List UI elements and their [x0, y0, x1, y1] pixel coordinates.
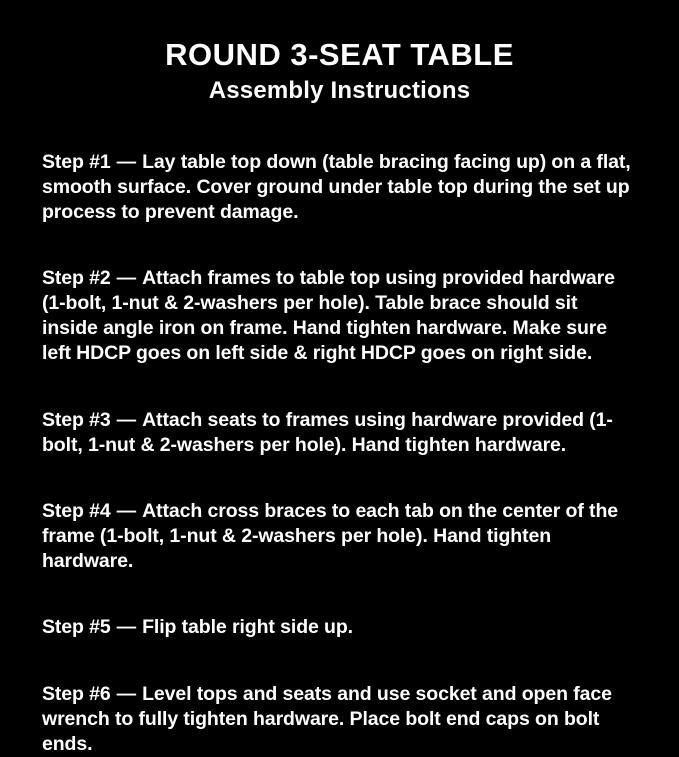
steps-list — [42, 130, 637, 756]
step-text: Flip table right side up. — [142, 616, 354, 639]
step-item — [42, 408, 637, 458]
step-text: Attach seats to frames using hardware provided (1-bolt, 1-nut & 2-washers per hole). Hand tighten hardware. — [42, 408, 613, 456]
step-item — [42, 150, 637, 225]
step-label: Step #2 — [42, 267, 111, 290]
step-label: Step #3 — [42, 408, 111, 431]
step-dash: — — [116, 267, 137, 290]
step-dash: — — [116, 150, 137, 173]
step-text: Lay table top down (table bracing facing up) on a flat, smooth surface. Cover ground under table top during the set up process to prevent damage. — [42, 150, 631, 223]
step-dash: — — [116, 616, 137, 639]
step-item — [42, 682, 637, 757]
step-item — [42, 499, 637, 574]
step-label: Step #6 — [42, 682, 111, 705]
step-text: Level tops and seats and use socket and open face wrench to fully tighten hardware. Place bolt end caps on bolt ends. — [42, 682, 612, 755]
step-item — [42, 266, 637, 366]
page-subtitle: Assembly Instructions — [208, 77, 471, 105]
step-text: Attach frames to table top using provided hardware (1-bolt, 1-nut & 2-washers per hole). Table brace should sit inside angle iron on frame. Hand tighten hardware. Make sure left HDCP goes on left side & right HDCP goes on right side. — [42, 267, 615, 365]
step-dash: — — [116, 682, 137, 705]
step-dash: — — [116, 500, 137, 523]
step-label: Step #5 — [42, 616, 111, 639]
step-item — [42, 615, 637, 640]
page-title: ROUND 3-SEAT TABLE — [165, 37, 514, 72]
step-dash: — — [116, 408, 137, 431]
step-label: Step #1 — [42, 150, 111, 173]
step-text: Attach cross braces to each tab on the center of the frame (1-bolt, 1-nut & 2-washers per hole). Hand tighten hardware. — [42, 500, 618, 572]
step-label: Step #4 — [42, 500, 111, 523]
